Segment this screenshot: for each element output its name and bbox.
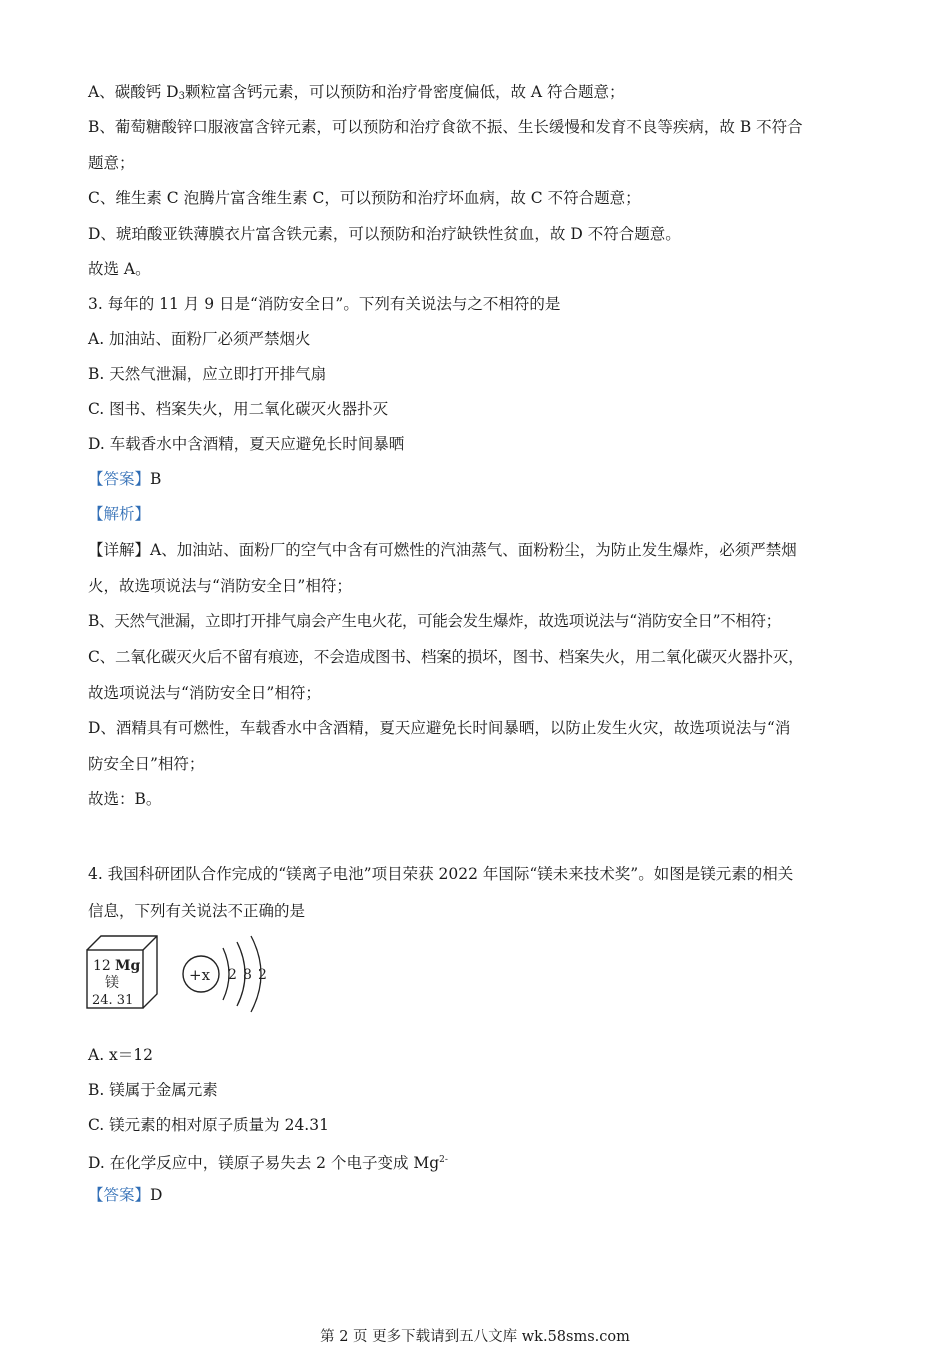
q4-option-a: A. x＝12 [88,1046,154,1064]
q3-option-d: D. 车载香水中含酒精，夏天应避免长时间暴晒 [88,435,405,453]
q3-detail-choose: 故选：B。 [88,790,162,808]
q3-detail-line-2: 火，故选项说法与“消防安全日”相符； [88,577,352,595]
element-cell-and-atom-diagram [85,934,275,1014]
shell-2-electrons: 8 [243,967,252,983]
q4-stem-line-2: 信息，下列有关说法不正确的是 [88,902,306,920]
analysis-line-b: B、葡萄糖酸锌口服液富含锌元素，可以预防和治疗食欲不振、生长缓慢和发育不良等疾病，故 B 不符合 [88,118,803,136]
analysis-line-d: D、琥珀酸亚铁薄膜衣片富含铁元素，可以预防和治疗缺铁性贫血，故 D 不符合题意。 [88,225,681,243]
analysis-line-b-cont: 题意； [88,154,135,172]
q3-detail-line-6: D、酒精具有可燃性，车载香水中含酒精，夏天应避免长时间暴晒，以防止发生火灾，故选项说法与“消 [88,719,791,737]
analysis-line-a: A、碳酸钙 $D_3$颗粒富含钙元素，可以预防和治疗骨密度偏低，故 A 符合题意； [88,83,625,102]
q3-detail-line-3: B、天然气泄漏，立即打开排气扇会产生电火花，可能会发生爆炸，故选项说法与“消防安全日”不相符； [88,612,781,630]
detail-tag: 【详解】 [88,541,151,559]
q4-option-b: B. 镁属于金属元素 [88,1081,218,1099]
q3-stem: 3. 每年的 11 月 9 日是“消防安全日”。下列有关说法与之不相符的是 [88,295,561,313]
q3-answer: 【答案】B [88,470,162,488]
atomic-number: 12 [93,958,111,974]
shell-1-electrons: 2 [228,967,237,983]
q3-detail-line-5: 故选项说法与“消防安全日”相符； [88,684,321,702]
q4-option-c: C. 镁元素的相对原子质量为 24.31 [88,1116,329,1134]
atomic-mass: 24. 31 [92,993,134,1008]
q3-detail-line-1: 【详解】A、加油站、面粉厂的空气中含有可燃性的汽油蒸气、面粉粉尘，为防止发生爆炸，必须严禁烟 [88,541,797,559]
answer-tag: 【答案】 [88,1186,151,1204]
q4-answer: 【答案】D [88,1186,163,1204]
q3-option-a: A. 加油站、面粉厂必须严禁烟火 [88,330,311,348]
page-footer: 第 2 页 更多下载请到五八文库 wk.58sms.com [320,1329,630,1345]
q3-detail-line-4: C、二氧化碳灭火后不留有痕迹，不会造成图书、档案的损坏，图书、档案失火，用二氧化碳灭火器扑灭， [88,648,804,666]
q3-option-c: C. 图书、档案失火，用二氧化碳灭火器扑灭 [88,400,389,418]
answer-tag: 【答案】 [88,470,151,488]
q4-option-d: D. 在化学反应中，镁原子易失去 2 个电子变成 $Mg^{2-}$ [88,1154,448,1172]
q3-analysis-tag: 【解析】 [88,505,151,523]
q4-stem-line-1: 4. 我国科研团队合作完成的“镁离子电池”项目荣获 2022 年国际“镁未来技术奖”。如图是镁元素的相关 [88,865,794,883]
q3-option-b: B. 天然气泄漏，应立即打开排气扇 [88,365,327,383]
magnesium-figure [85,934,275,1018]
element-symbol: Mg [115,958,141,974]
q3-detail-line-7: 防安全日”相符； [88,755,205,773]
analysis-line-c: C、维生素 C 泡腾片富含维生素 C，可以预防和治疗坏血病，故 C 不符合题意； [88,189,641,207]
shell-3-electrons: 2 [258,967,267,983]
nuclear-charge: +x [189,966,211,984]
analysis-choose: 故选 A。 [88,260,151,278]
element-name: 镁 [105,975,119,991]
